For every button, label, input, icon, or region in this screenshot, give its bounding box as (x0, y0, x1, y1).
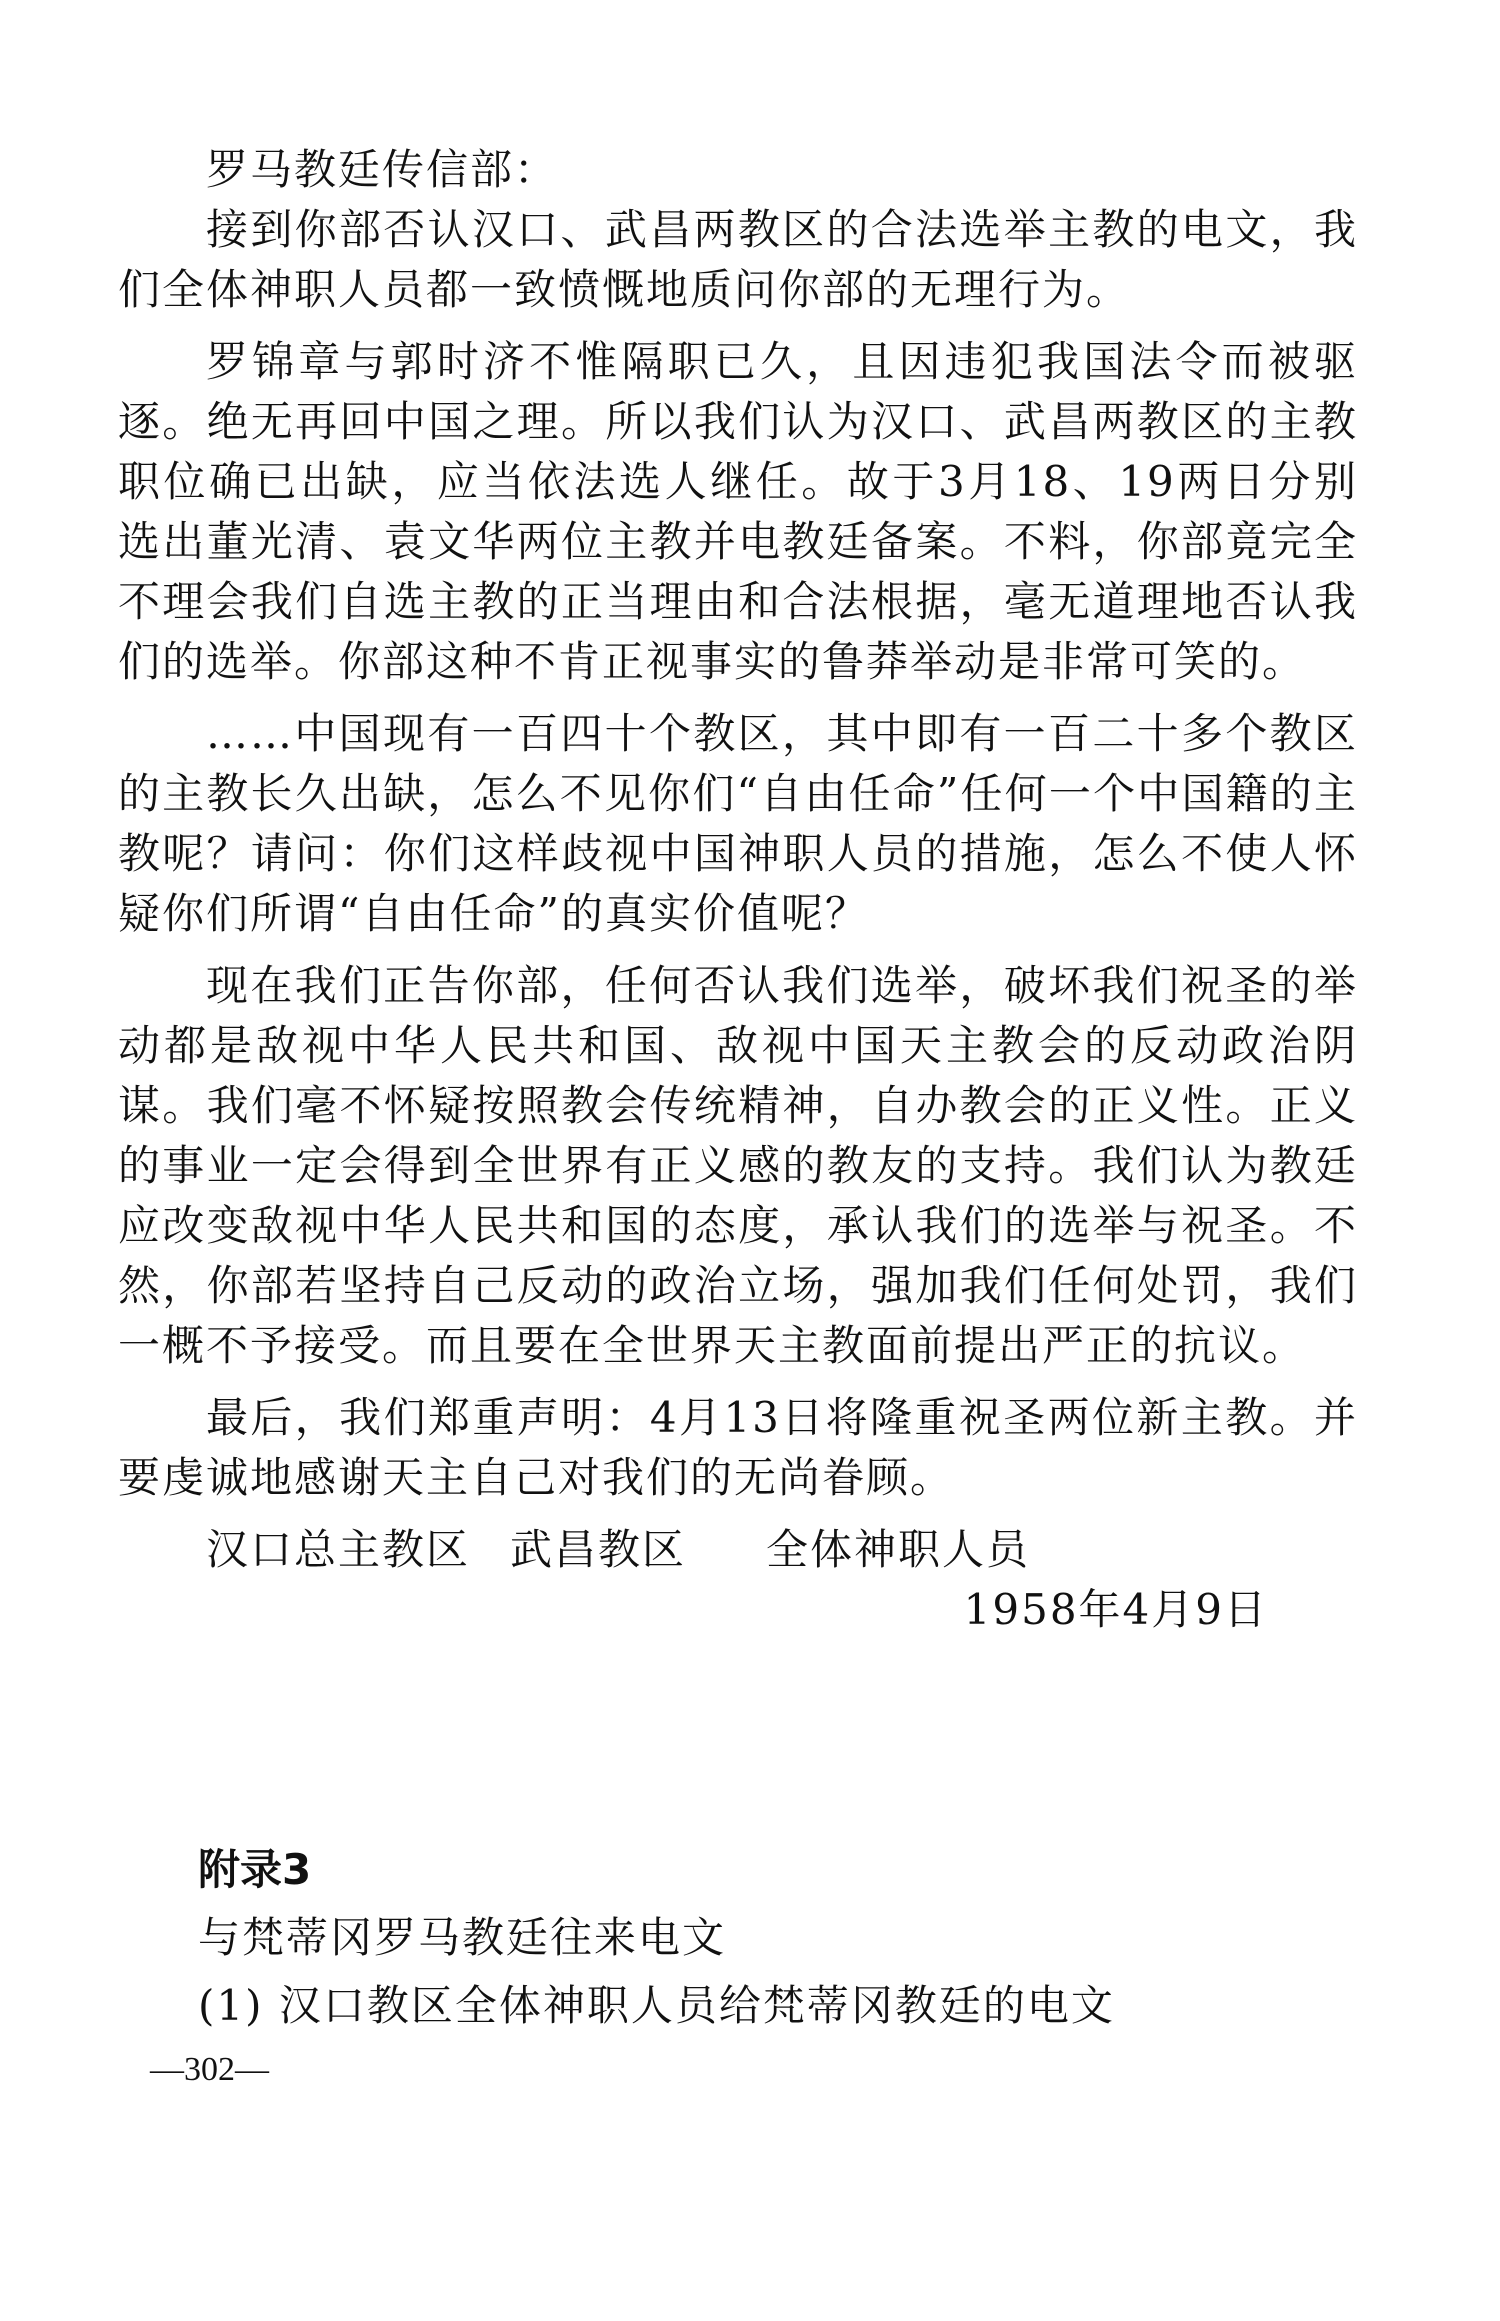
paragraph-1: 接到你部否认汉口、武昌两教区的合法选举主教的电文，我们全体神职人员都一致愤慨地质问你部的无理行为。 (118, 205, 1358, 314)
signature-archdiocese: 汉口总主教区 (206, 1525, 471, 1574)
paragraph-2: 罗锦章与郭时济不惟隔职已久，且因违犯我国法令而被驱逐。绝无再回中国之理。所以我们认为汉口、武昌两教区的主教职位确已出缺，应当依法选人继任。故于3月18、19两日分别选出董光清、袁文华两位主教并电教廷备案。不料，你部竟完全不理会我们自选主教的正当理由和合法根据，毫无道理地否认我们的选举。你部这种不肯正视事实的鲁莽举动是非常可笑的。 (118, 337, 1358, 686)
salutation: 罗马教廷传信部： (206, 145, 559, 194)
signature-diocese: 武昌教区 (510, 1525, 687, 1574)
signature-line (206, 1520, 1358, 1580)
paragraph-3: ……中国现有一百四十个教区，其中即有一百二十多个教区的主教长久出缺，怎么不见你们“自由任命”任何一个中国籍的主教呢？请问：你们这样歧视中国神职人员的措施，怎么不使人怀疑你们所谓“自由任命”的真实价值呢？ (118, 709, 1358, 938)
paragraph-4: 现在我们正告你部，任何否认我们选举，破坏我们祝圣的举动都是敌视中华人民共和国、敌视中国天主教会的反动政治阴谋。我们毫不怀疑按照教会传统精神，自办教会的正义性。正义的事业一定会得到全世界有正义感的教友的支持。我们认为教廷应改变敌视中华人民共和国的态度，承认我们的选举与祝圣。不然，你部若坚持自己反动的政治立场，强加我们任何处罚，我们一概不予接受。而且要在全世界天主教面前提出严正的抗议。 (118, 961, 1358, 1370)
letter-date: 1958年4月9日 (963, 1585, 1268, 1634)
paragraph-5: 最后，我们郑重声明：4月13日将隆重祝圣两位新主教。并要虔诚地感谢天主自己对我们的无尚眷顾。 (118, 1393, 1358, 1502)
appendix-item: (1) 汉口教区全体神职人员给梵蒂冈教廷的电文 (198, 1981, 1115, 2030)
appendix-subtitle: 与梵蒂冈罗马教廷往来电文 (198, 1913, 727, 1962)
page-number: —302— (150, 2051, 269, 2088)
appendix-title: 附录3 (198, 1845, 312, 1894)
appendix-section (198, 1838, 1298, 2038)
signature-clergy: 全体神职人员 (766, 1525, 1031, 1574)
letter-body (118, 140, 1358, 1640)
